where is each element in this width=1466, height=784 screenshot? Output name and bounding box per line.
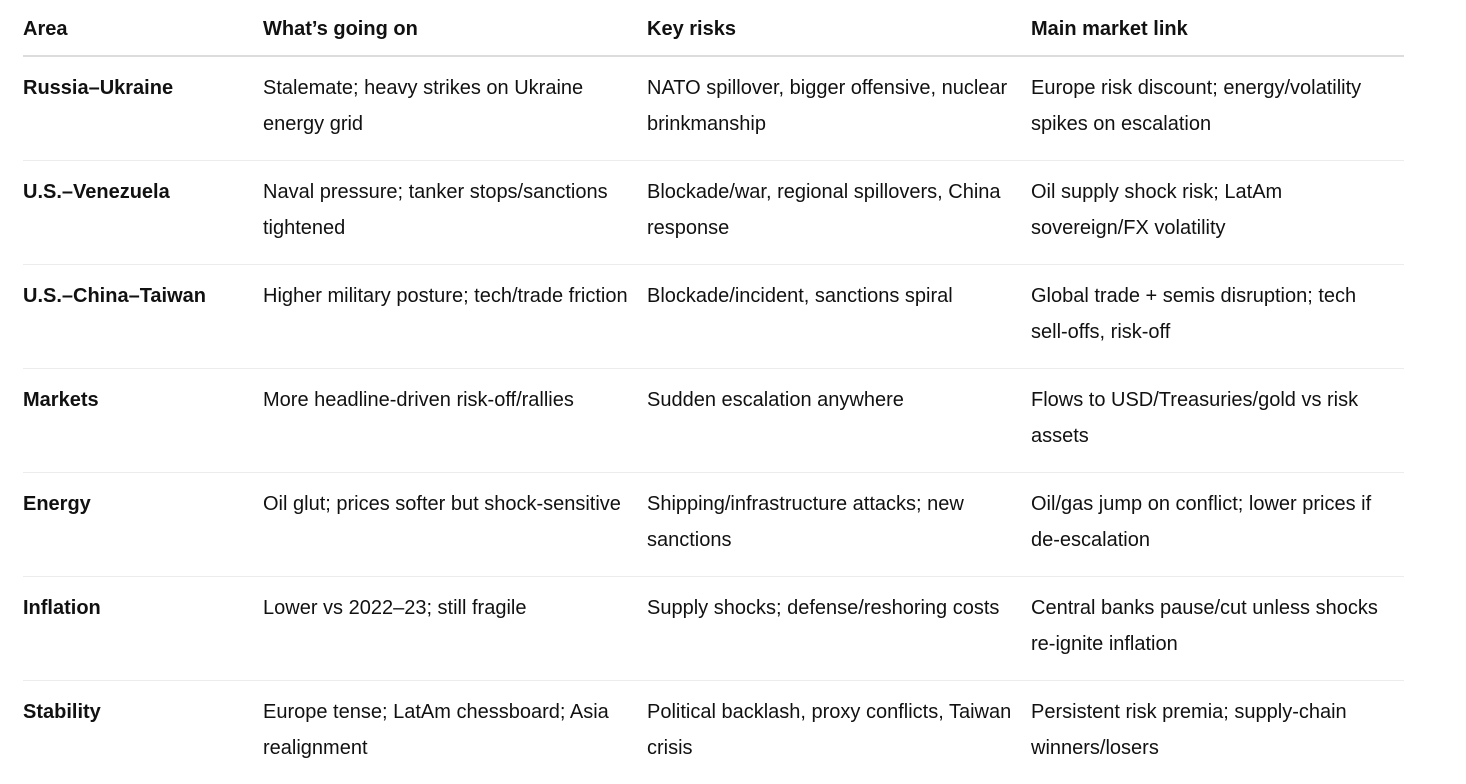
table-body [23, 56, 1404, 784]
cell-market-link: Central banks pause/cut unless shocks re-ignite inflation [1031, 576, 1404, 680]
header-key-risks: Key risks [647, 0, 1031, 56]
header-main-market-link: Main market link [1031, 0, 1404, 56]
cell-whats-going-on: More headline-driven risk-off/rallies [263, 368, 647, 472]
cell-key-risks: Supply shocks; defense/reshoring costs [647, 576, 1031, 680]
cell-area: Russia–Ukraine [23, 56, 263, 160]
cell-whats-going-on: Oil glut; prices softer but shock-sensitive [263, 472, 647, 576]
cell-market-link: Oil supply shock risk; LatAm sovereign/FX volatility [1031, 160, 1404, 264]
cell-area: U.S.–Venezuela [23, 160, 263, 264]
cell-whats-going-on: Stalemate; heavy strikes on Ukraine energy grid [263, 56, 647, 160]
cell-key-risks: NATO spillover, bigger offensive, nuclear brinkmanship [647, 56, 1031, 160]
header-row [23, 0, 1404, 56]
header-area: Area [23, 0, 263, 56]
cell-market-link: Global trade + semis disruption; tech sell-offs, risk-off [1031, 264, 1404, 368]
cell-whats-going-on: Naval pressure; tanker stops/sanctions tightened [263, 160, 647, 264]
cell-area: U.S.–China–Taiwan [23, 264, 263, 368]
table-row [23, 160, 1404, 264]
table-header [23, 0, 1404, 56]
cell-key-risks: Blockade/incident, sanctions spiral [647, 264, 1031, 368]
cell-area: Inflation [23, 576, 263, 680]
cell-market-link: Europe risk discount; energy/volatility spikes on escalation [1031, 56, 1404, 160]
cell-whats-going-on: Higher military posture; tech/trade friction [263, 264, 647, 368]
cell-key-risks: Sudden escalation anywhere [647, 368, 1031, 472]
cell-market-link: Oil/gas jump on conflict; lower prices if de-escalation [1031, 472, 1404, 576]
cell-area: Markets [23, 368, 263, 472]
cell-whats-going-on: Europe tense; LatAm chessboard; Asia realignment [263, 700, 609, 759]
cell-key-risks: Political backlash, proxy conflicts, Taiwan crisis [647, 700, 1012, 759]
table-row [23, 680, 1404, 784]
cell-key-risks: Shipping/infrastructure attacks; new sanctions [647, 472, 1031, 576]
header-whats-going-on: What’s going on [263, 0, 647, 56]
cell-whats-going-on: Lower vs 2022–23; still fragile [263, 576, 647, 680]
geopolitical-risk-table [23, 0, 1404, 784]
table-row [23, 368, 1404, 472]
cell-market-link: Flows to USD/Treasuries/gold vs risk assets [1031, 368, 1404, 472]
geopolitical-risk-table-container [23, 0, 1404, 784]
cell-key-risks: Blockade/war, regional spillovers, China response [647, 160, 1031, 264]
table-row [23, 56, 1404, 160]
table-row [23, 472, 1404, 576]
table-row [23, 264, 1404, 368]
cell-area: Energy [23, 472, 263, 576]
table-row [23, 576, 1404, 680]
cell-market-link: Persistent risk premia; supply-chain winners/losers [1031, 700, 1347, 759]
cell-area: Stability [23, 700, 101, 723]
